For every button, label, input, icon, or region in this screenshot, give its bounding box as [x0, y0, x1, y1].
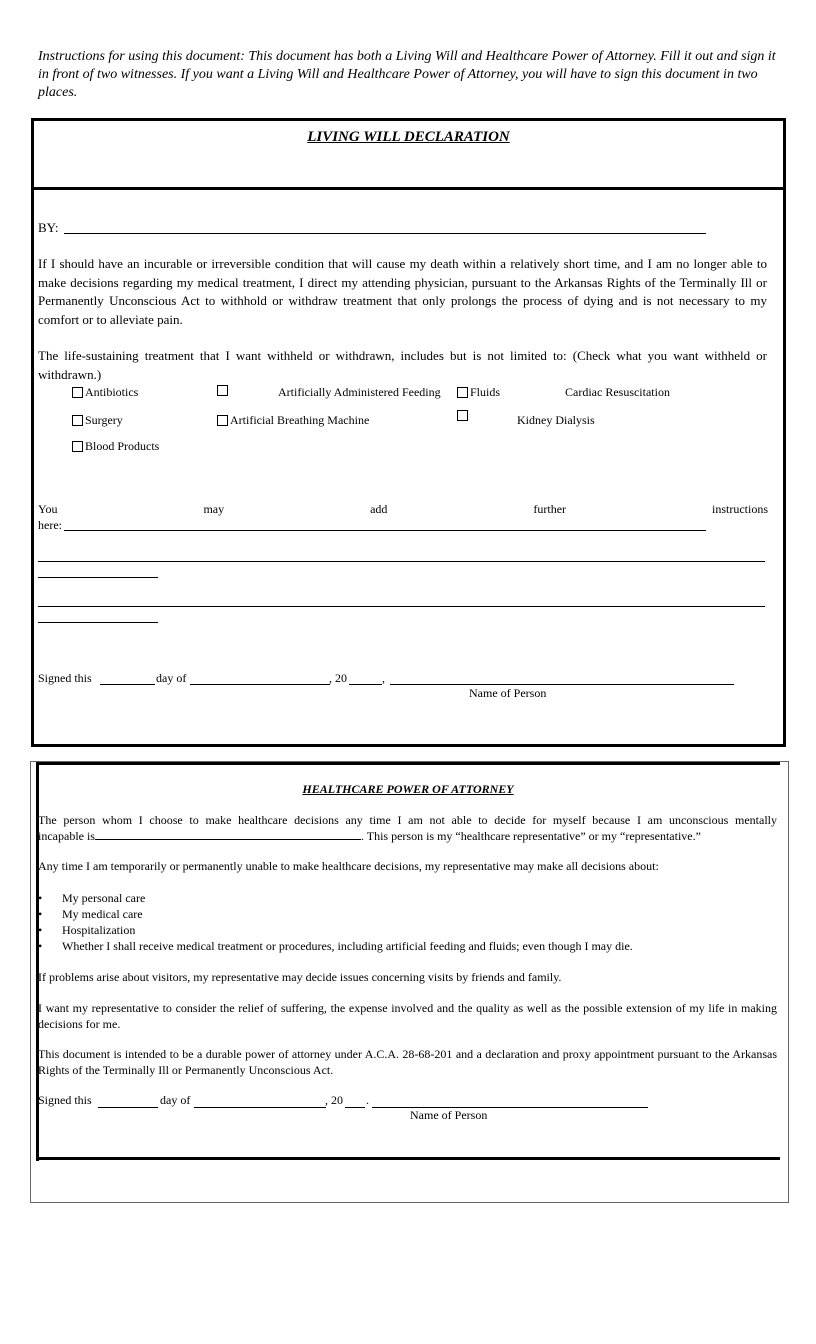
- option-feeding: Artificially Administered Feeding: [278, 385, 441, 399]
- year-prefix: , 20: [329, 671, 347, 685]
- poa-border-bottom: [36, 1157, 780, 1160]
- poa-month-blank[interactable]: [194, 1107, 326, 1108]
- option-cardiac-resuscitation: Cardiac Resuscitation: [565, 385, 670, 399]
- further-instructions-text: You may add further instructions: [38, 502, 768, 516]
- poa-day-blank[interactable]: [98, 1107, 158, 1108]
- poa-name-of-person-label: Name of Person: [410, 1108, 488, 1122]
- list-item: • My personal care: [38, 891, 146, 905]
- day-of-label: day of: [156, 671, 187, 685]
- further-line-2[interactable]: [38, 561, 765, 562]
- checkbox[interactable]: [217, 415, 228, 426]
- living-will-title: LIVING WILL DECLARATION: [307, 129, 510, 145]
- signed-this-label: Signed this: [38, 671, 92, 685]
- list-item: • Whether I shall receive medical treatment or procedures, including artificial feeding and fluids; even though I may die.: [38, 939, 633, 953]
- checkbox[interactable]: [72, 415, 83, 426]
- checkbox[interactable]: [72, 387, 83, 398]
- poa-day-of-label: day of: [160, 1093, 191, 1107]
- name-of-person-label: Name of Person: [469, 686, 547, 700]
- living-will-paragraph-1: If I should have an incurable or irreversible condition that will cause my death within a relatively short time, and I am no longer able to make decisions regarding my medical treatment, I direct my attending physician, pursuant to the Arkansas Rights of the Terminally Ill or Permanently Unconscious Act to withhold or withdraw treatment that only prolongs the process of dying and is not necessary to my comfort or to alleviate pain.: [38, 256, 767, 327]
- checkbox[interactable]: [72, 441, 83, 452]
- poa-title: HEALTHCARE POWER OF ATTORNEY: [302, 782, 514, 796]
- option-breathing-machine[interactable]: Artificial Breathing Machine: [217, 413, 369, 428]
- checkbox[interactable]: [457, 410, 468, 421]
- month-blank[interactable]: [190, 684, 330, 685]
- instructions-text: Instructions for using this document: This document has both a Living Will and Healthcare Power of Attorney. Fill it out and sign it in front of two witnesses. If you want a Living Will and Healthcare Power of Attorney, you will have to sign this document in two places.: [38, 49, 776, 100]
- list-item: • Hospitalization: [38, 923, 136, 937]
- further-line-4[interactable]: [38, 606, 765, 607]
- poa-year-suffix: .: [366, 1093, 369, 1107]
- option-kidney-checkbox[interactable]: [457, 410, 470, 421]
- list-item: • My medical care: [38, 907, 143, 921]
- name-signature-line[interactable]: [390, 684, 734, 685]
- option-feeding-checkbox[interactable]: [217, 385, 230, 396]
- option-surgery[interactable]: Surgery: [72, 413, 123, 428]
- poa-paragraph-1b: incapable is . This person is my “healthcare representative” or my “representative.”: [38, 829, 701, 843]
- poa-paragraph-1a: The person whom I choose to make healthcare decisions any time I am not able to decide for myself because I am unconscious mentally: [38, 813, 777, 827]
- day-blank[interactable]: [100, 684, 155, 685]
- living-will-section: [31, 118, 786, 747]
- further-line-1[interactable]: [64, 530, 706, 531]
- year-blank[interactable]: [349, 684, 382, 685]
- checkbox[interactable]: [457, 387, 468, 398]
- checkbox[interactable]: [217, 385, 228, 396]
- by-label: BY:: [38, 220, 59, 235]
- living-will-paragraph-2: The life-sustaining treatment that I want withheld or withdrawn, includes but is not limited to: (Check what you want withheld or withdrawn.): [38, 348, 767, 382]
- representative-name-blank[interactable]: [95, 828, 361, 840]
- option-antibiotics[interactable]: Antibiotics: [72, 385, 138, 400]
- poa-paragraph-3: If problems arise about visitors, my representative may decide issues concerning visits by friends and family.: [38, 970, 562, 984]
- further-line-5[interactable]: [38, 622, 158, 623]
- poa-signed-this-label: Signed this: [38, 1093, 92, 1107]
- poa-paragraph-4: I want my representative to consider the relief of suffering, the expense involved and the quality as well as the possible extension of my life in making decisions for me.: [38, 1001, 777, 1031]
- option-blood-products[interactable]: Blood Products: [72, 439, 159, 454]
- poa-paragraph-5: This document is intended to be a durable power of attorney under A.C.A. 28-68-201 and a declaration and proxy appointment pursuant to the Arkansas Rights of the Terminally Ill or Permanently Unconscious Act.: [38, 1047, 777, 1077]
- poa-year-prefix: , 20: [325, 1093, 343, 1107]
- option-fluids[interactable]: Fluids: [457, 385, 500, 400]
- by-signature-line[interactable]: [64, 233, 706, 234]
- header-divider: [34, 187, 783, 190]
- further-line-3[interactable]: [38, 577, 158, 578]
- further-here-label: here:: [38, 518, 62, 532]
- poa-border-top: [36, 762, 780, 765]
- poa-year-blank[interactable]: [345, 1107, 365, 1108]
- poa-paragraph-2: Any time I am temporarily or permanently unable to make healthcare decisions, my representative may make all decisions about:: [38, 859, 659, 873]
- year-suffix: ,: [382, 671, 385, 685]
- option-kidney-dialysis: Kidney Dialysis: [517, 413, 595, 427]
